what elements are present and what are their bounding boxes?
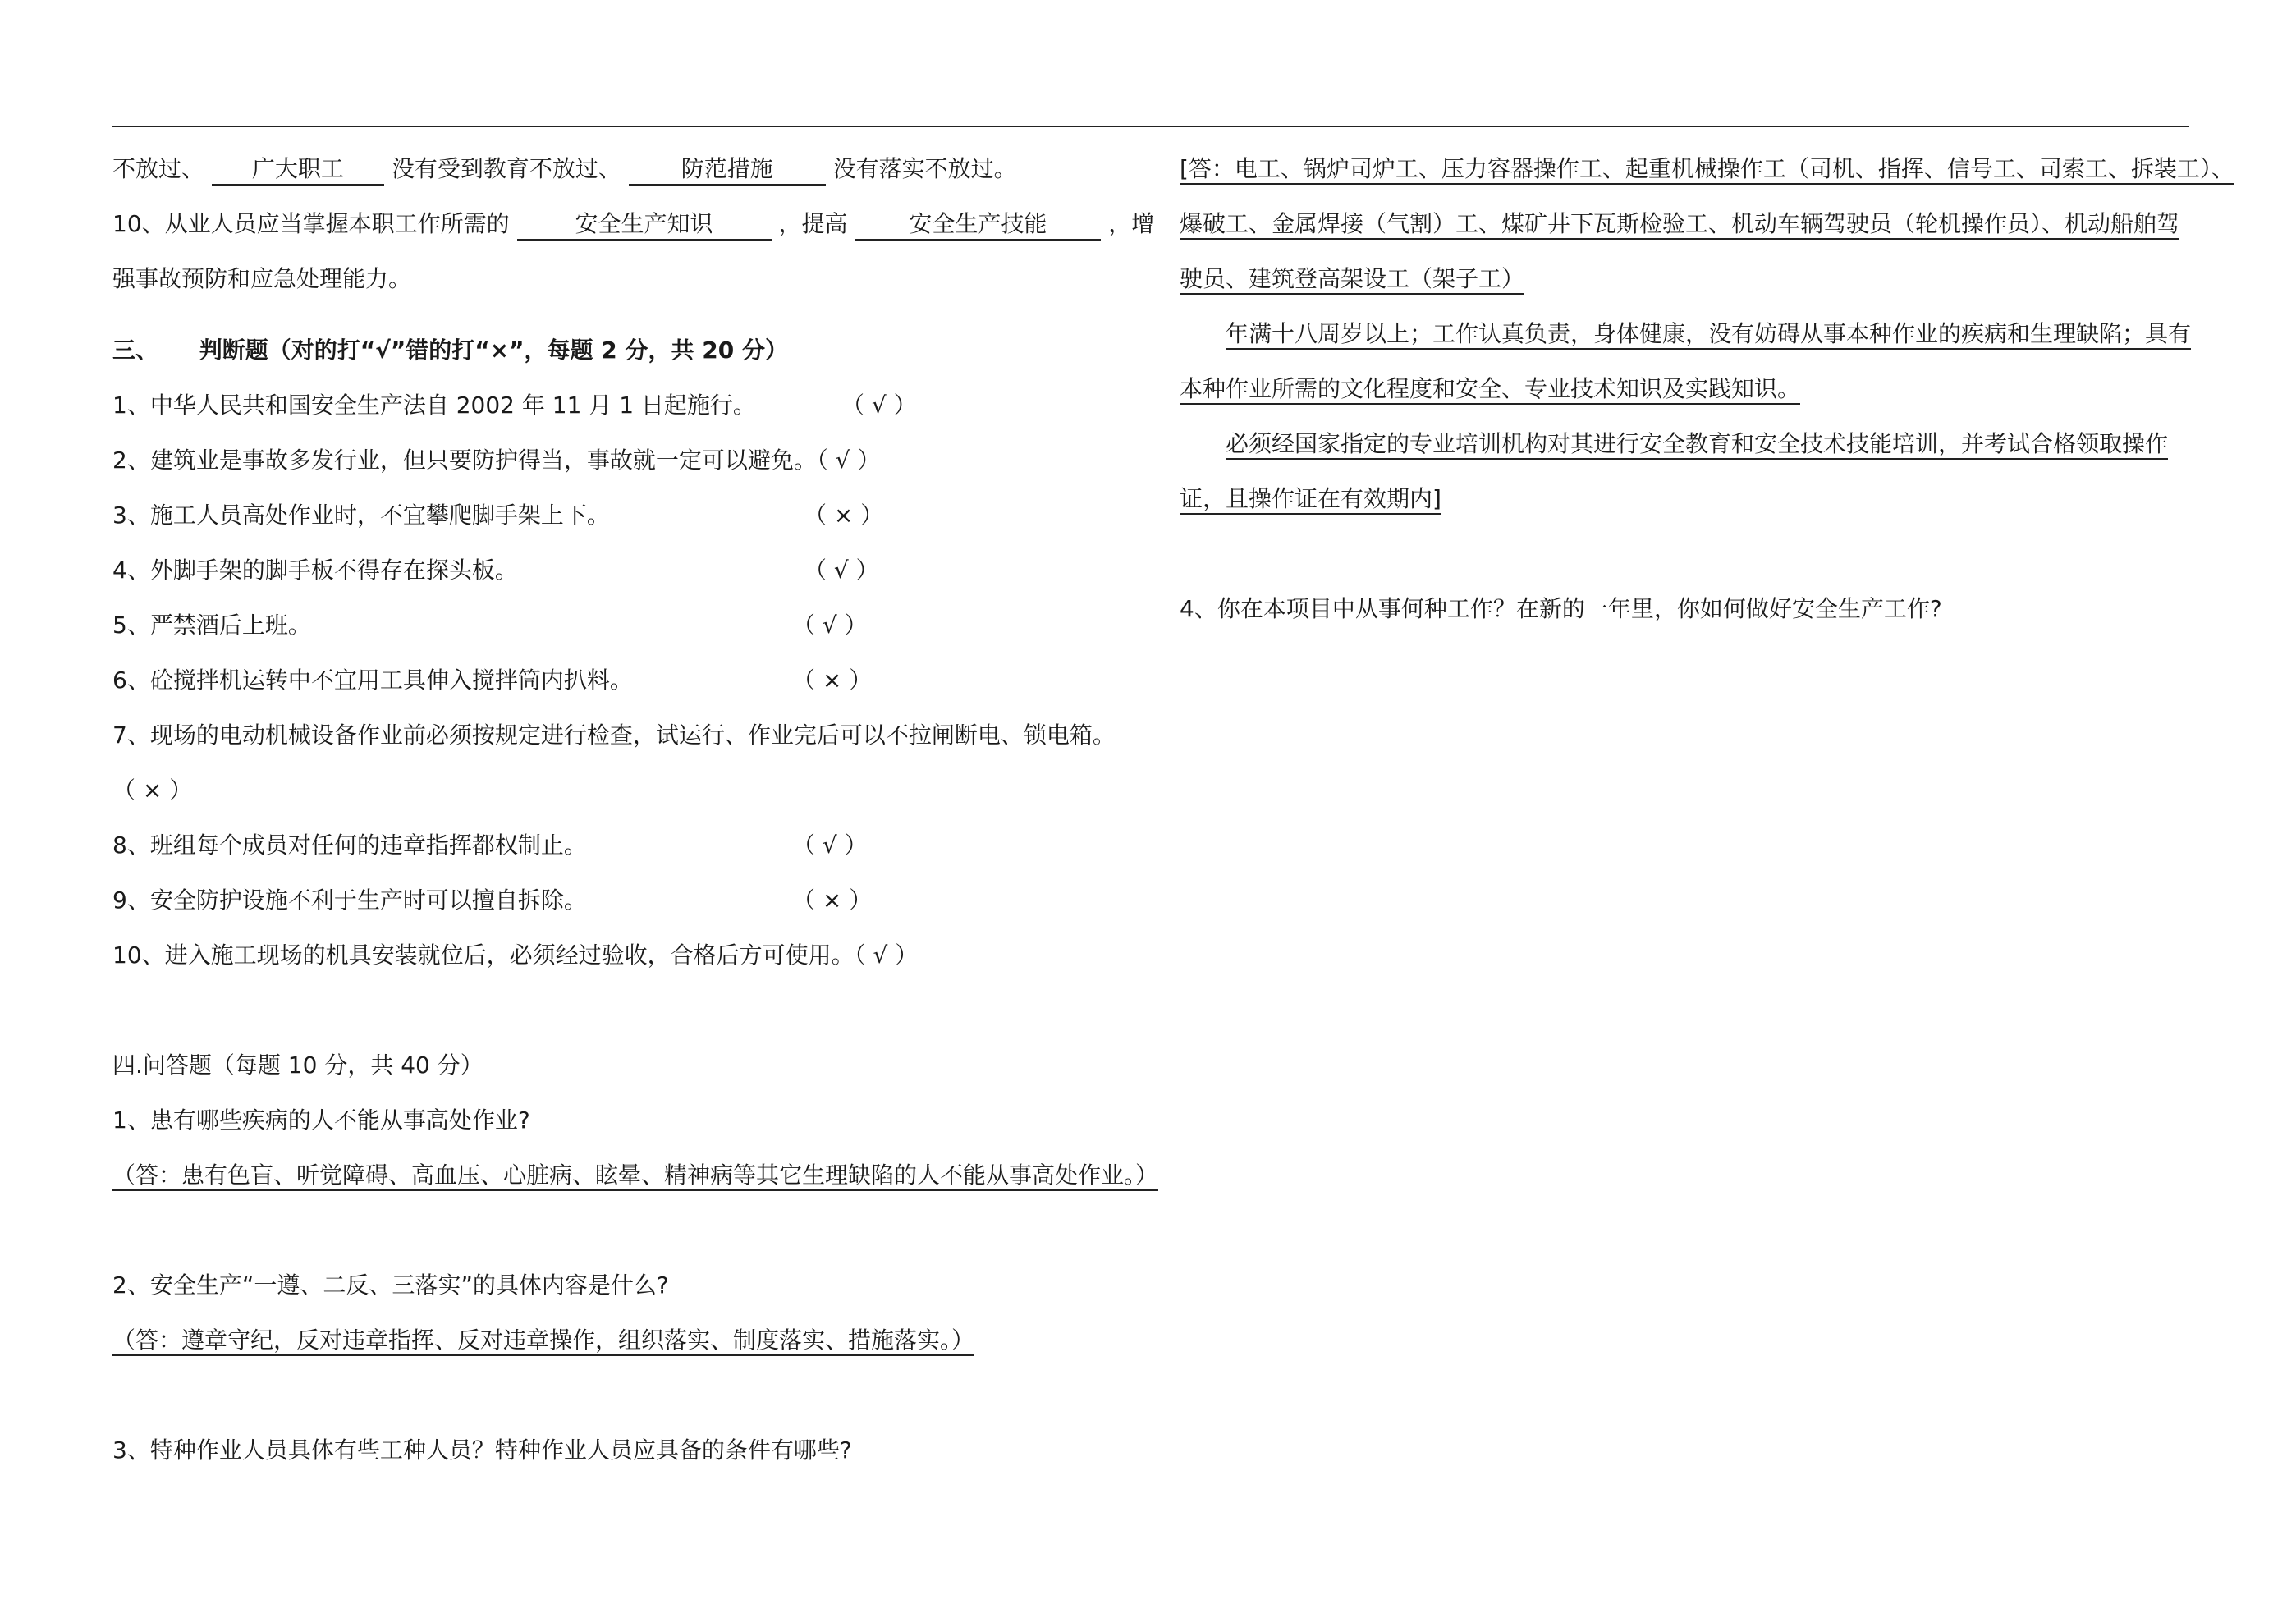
answer-text: 必须经国家指定的专业培训机构对其进行安全教育和安全技术技能培训，并考试合格领取操作 xyxy=(1226,430,2168,460)
qa-2-answer-row xyxy=(112,1313,1130,1368)
qa-3-answer-line xyxy=(1180,251,2191,306)
judgement-mark: （ √ ） xyxy=(792,612,868,639)
judgement-mark: （ √ ） xyxy=(816,447,881,474)
judgement-text: 4、外脚手架的脚手板不得存在探头板。 xyxy=(112,557,518,584)
answer-text: 爆破工、金属焊接（气割）工、煤矿井下瓦斯检验工、机动车辆驾驶员（轮机操作员）、机动船舶驾 xyxy=(1180,210,2179,240)
judgement-text: 9、安全防护设施不利于生产时可以擅自拆除。 xyxy=(112,887,587,914)
judgement-text: 2、建筑业是事故多发行业，但只要防护得当，事故就一定可以避免。 xyxy=(112,447,817,474)
judgement-mark: （ √ ） xyxy=(792,832,868,859)
judgement-8 xyxy=(112,818,1130,873)
top-rule xyxy=(112,126,2189,127)
qa-2-question: 2、安全生产“一遵、二反、三落实”的具体内容是什么? xyxy=(112,1272,669,1299)
judgement-4 xyxy=(112,543,1130,598)
judgement-mark: （ × ） xyxy=(792,887,873,914)
text-segment: 没有落实不放过。 xyxy=(832,155,1017,182)
blank-answer: 安全生产技能 xyxy=(855,209,1101,241)
judgement-3 xyxy=(112,488,1130,543)
judgement-mark: （ × ） xyxy=(792,667,873,694)
judgement-text: 6、砼搅拌机运转中不宜用工具伸入搅拌筒内扒料。 xyxy=(112,667,633,694)
judgement-5 xyxy=(112,598,1130,653)
text-segment: ，提高 xyxy=(778,210,848,237)
judgement-1 xyxy=(112,378,1130,433)
left-column xyxy=(112,141,1159,1478)
qa-3-answer-line xyxy=(1180,361,2191,416)
qa-3-question: 3、特种作业人员具体有些工种人员？特种作业人员应具备的条件有哪些? xyxy=(112,1437,852,1464)
qa-3-answer-line xyxy=(1180,196,2191,251)
answer-text: 年满十八周岁以上；工作认真负责，身体健康，没有妨碍从事本种作业的疾病和生理缺陷；具有 xyxy=(1226,320,2191,350)
section-4-heading: 四.问答题（每题 10 分，共 40 分） xyxy=(112,1052,483,1079)
blank-answer: 广大职工 xyxy=(212,154,384,186)
qa-3-answer-line xyxy=(1180,471,2191,526)
qa-1-answer-row xyxy=(112,1148,1159,1203)
judgement-text: 1、中华人民共和国安全生产法自 2002 年 11 月 1 日起施行。 xyxy=(112,392,756,419)
right-column xyxy=(1180,141,2234,636)
qa-3-answer-line xyxy=(1180,306,2191,361)
qa-2-answer: （答：遵章守纪，反对违章指挥、反对违章操作，组织落实、制度落实、措施落实。） xyxy=(112,1327,974,1356)
judgement-10 xyxy=(112,928,1130,983)
text-segment: 10、从业人员应当掌握本职工作所需的 xyxy=(112,210,510,237)
answer-text: [答：电工、锅炉司炉工、压力容器操作工、起重机械操作工（司机、指挥、信号工、司索工、拆装工）、 xyxy=(1180,155,2234,185)
blank-answer: 防范措施 xyxy=(629,154,826,186)
answer-text: 证，且操作证在有效期内] xyxy=(1180,485,1441,515)
judgement-mark: （ × ） xyxy=(112,777,193,804)
judgement-text: 3、施工人员高处作业时，不宜攀爬脚手架上下。 xyxy=(112,502,610,529)
qa-3-answer-line xyxy=(1180,416,2191,471)
judgement-text: 8、班组每个成员对任何的违章指挥都权制止。 xyxy=(112,832,587,859)
judgement-text: 7、现场的电动机械设备作业前必须按规定进行检查，试运行、作业完后可以不拉闸断电、锁电箱。 xyxy=(112,722,1116,749)
judgement-text: 10、进入施工现场的机具安装就位后，必须经过验收，合格后方可使用。 xyxy=(112,942,855,969)
judgement-mark: （ × ） xyxy=(804,502,884,529)
judgement-text: 5、严禁酒后上班。 xyxy=(112,612,311,639)
judgement-mark: （ √ ） xyxy=(841,392,917,419)
qa-3-answer-line xyxy=(1180,141,2234,196)
blank-answer: 安全生产知识 xyxy=(517,209,772,241)
judgement-7 xyxy=(112,708,1130,818)
judgement-6 xyxy=(112,653,1130,708)
section-3-heading xyxy=(112,323,1130,378)
qa-1-answer: （答：患有色盲、听觉障碍、高血压、心脏病、眩晕、精神病等其它生理缺陷的人不能从事高处作业。） xyxy=(112,1162,1158,1191)
text-segment: 不放过、 xyxy=(112,155,205,182)
judgement-9 xyxy=(112,873,1130,928)
judgement-mark: （ √ ） xyxy=(804,557,879,584)
fill-blank-q10 xyxy=(112,196,1155,251)
fill-blank-continuation xyxy=(112,141,1130,196)
text-segment: ，增 xyxy=(1108,210,1155,237)
qa-1-question: 1、患有哪些疾病的人不能从事高处作业? xyxy=(112,1107,530,1134)
answer-text: 本种作业所需的文化程度和安全、专业技术知识及实践知识。 xyxy=(1180,375,1800,405)
judgement-2 xyxy=(112,433,1130,488)
judgement-mark: （ √ ） xyxy=(854,942,919,969)
answer-text: 驶员、建筑登高架设工（架子工） xyxy=(1180,265,1524,295)
section-title: 判断题（对的打“√”错的打“×”，每题 2 分，共 20 分） xyxy=(199,337,788,364)
section-number: 三、 xyxy=(112,337,159,364)
fill-blank-q10-cont: 强事故预防和应急处理能力。 xyxy=(112,265,412,292)
text-segment: 没有受到教育不放过、 xyxy=(391,155,621,182)
qa-4-question: 4、你在本项目中从事何种工作？在新的一年里，你如何做好安全生产工作? xyxy=(1180,595,1942,622)
